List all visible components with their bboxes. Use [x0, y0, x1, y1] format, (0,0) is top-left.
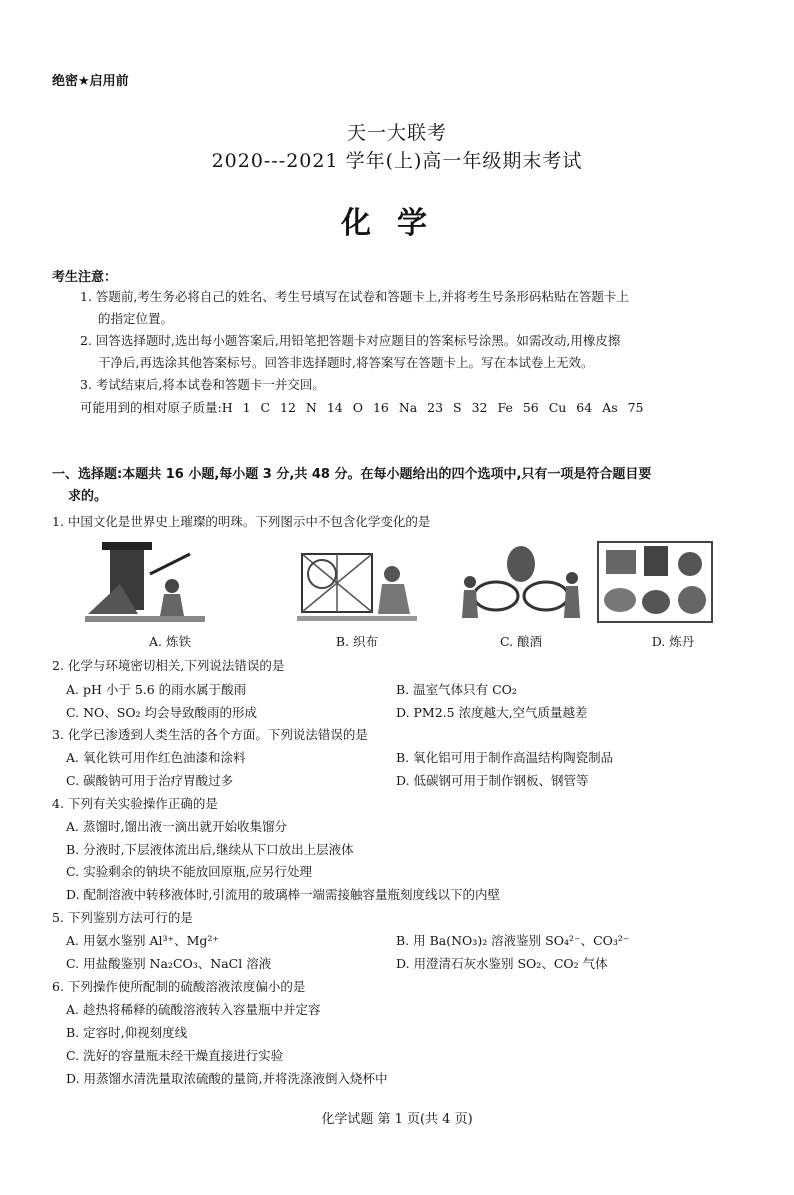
question-5-option-c: C. 用盐酸鉴别 Na₂CO₃、NaCl 溶液	[66, 956, 272, 971]
figure-wine-brewing	[456, 534, 586, 626]
question-2-option-d: D. PM2.5 浓度越大,空气质量越差	[396, 705, 588, 720]
question-6-option-c: C. 洗好的容量瓶未经干燥直接进行实验	[66, 1048, 284, 1063]
exam-organizer: 天一大联考	[346, 122, 447, 144]
question-6-option-a: A. 趁热将稀释的硫酸溶液转入容量瓶中并定容	[66, 1002, 321, 1017]
question-4-option-c: C. 实验剩余的钠块不能放回原瓶,应另行处理	[66, 864, 313, 879]
question-6-option-b: B. 定容时,仰视刻度线	[66, 1025, 188, 1040]
question-5-option-a: A. 用氨水鉴别 Al³⁺、Mg²⁺	[66, 933, 219, 948]
notice-item-3: 3. 考试结束后,将本试卷和答题卡一并交回。	[80, 377, 325, 392]
question-2-option-b: B. 温室气体只有 CO₂	[396, 682, 517, 697]
notice-item-2	[80, 330, 740, 374]
notice-item-1-line-a: 1. 答题前,考生务必将自己的姓名、考生号填写在试卷和答题卡上,并将考生号条形码粘贴在答题卡上	[80, 289, 629, 304]
question-2-option-c: C. NO、SO₂ 均会导致酸雨的形成	[66, 705, 258, 720]
question-6-option-d: D. 用蒸馏水清洗量取浓硫酸的量筒,并将洗涤液倒入烧杯中	[66, 1071, 388, 1086]
question-1-stem: 1. 中国文化是世界史上璀璨的明珠。下列图示中不包含化学变化的是	[52, 514, 431, 529]
section-heading	[52, 464, 752, 508]
section-heading-line-b: 求的。	[68, 489, 108, 504]
notice-item-1-line-b: 的指定位置。	[98, 311, 174, 326]
question-2-option-a: A. pH 小于 5.6 的雨水属于酸雨	[66, 682, 247, 697]
question-3-option-a: A. 氧化铁可用作红色油漆和涂料	[66, 750, 246, 765]
question-5-option-b: B. 用 Ba(NO₃)₂ 溶液鉴别 SO₄²⁻、CO₃²⁻	[396, 933, 630, 948]
question-3-option-c: C. 碳酸钠可用于治疗胃酸过多	[66, 773, 234, 788]
section-heading-line-a: 一、选择题:本题共 16 小题,每小题 3 分,共 48 分。在每小题给出的四个选项中,只有一项是符合题目要	[52, 467, 652, 482]
notice-item-2-line-a: 2. 回答选择题时,选出每小题答案后,用铅笔把答题卡对应题目的答案标号涂黑。如需改动,用橡皮擦	[80, 333, 621, 348]
alchemy-illustration	[590, 534, 720, 626]
iron-smelting-illustration	[80, 534, 210, 626]
notice-item-2-line-b: 干净后,再选涂其他答案标号。回答非选择题时,将答案写在答题卡上。写在本试卷上无效。	[98, 355, 594, 370]
figure-alchemy	[590, 534, 720, 626]
question-5-option-d: D. 用澄清石灰水鉴别 SO₂、CO₂ 气体	[396, 956, 608, 971]
exam-title: 2020---2021 学年(上)高一年级期末考试	[211, 150, 583, 172]
question-1-option-d: D. 炼丹	[651, 634, 695, 649]
question-3-stem: 3. 化学已渗透到人类生活的各个方面。下列说法错误的是	[52, 727, 368, 742]
wine-brewing-illustration	[456, 534, 586, 626]
question-4-stem: 4. 下列有关实验操作正确的是	[52, 796, 218, 811]
question-6-stem: 6. 下列操作使所配制的硫酸溶液浓度偏小的是	[52, 979, 306, 994]
notice-item-1	[80, 286, 740, 330]
question-4-option-b: B. 分液时,下层液体流出后,继续从下口放出上层液体	[66, 842, 354, 857]
atomic-masses: 可能用到的相对原子质量:H 1 C 12 N 14 O 16 Na 23 S 32 Fe 56 Cu 64 As 75	[80, 400, 644, 415]
question-1-option-a: A. 炼铁	[149, 634, 191, 649]
subject-title: 化学	[341, 206, 453, 241]
question-2-stem: 2. 化学与环境密切相关,下列说法错误的是	[52, 658, 285, 673]
question-3-option-d: D. 低碳钢可用于制作钢板、钢管等	[396, 773, 589, 788]
weaving-illustration	[292, 534, 422, 626]
question-4-option-a: A. 蒸馏时,馏出液一滴出就开始收集馏分	[66, 819, 287, 834]
figure-iron-smelting	[80, 534, 210, 626]
page-footer: 化学试题 第 1 页(共 4 页)	[321, 1112, 473, 1127]
notice-heading: 考生注意：	[52, 270, 118, 285]
question-1-option-c: C. 酿酒	[499, 634, 543, 649]
question-3-option-b: B. 氧化铝可用于制作高温结构陶瓷制品	[396, 750, 614, 765]
question-5-stem: 5. 下列鉴别方法可行的是	[52, 910, 193, 925]
question-4-option-d: D. 配制溶液中转移液体时,引流用的玻璃棒一端需接触容量瓶刻度线以下的内壁	[66, 887, 500, 902]
figure-weaving	[292, 534, 422, 626]
question-1-option-b: B. 织布	[335, 634, 379, 649]
confidential-label: 绝密★启用前	[52, 74, 129, 89]
